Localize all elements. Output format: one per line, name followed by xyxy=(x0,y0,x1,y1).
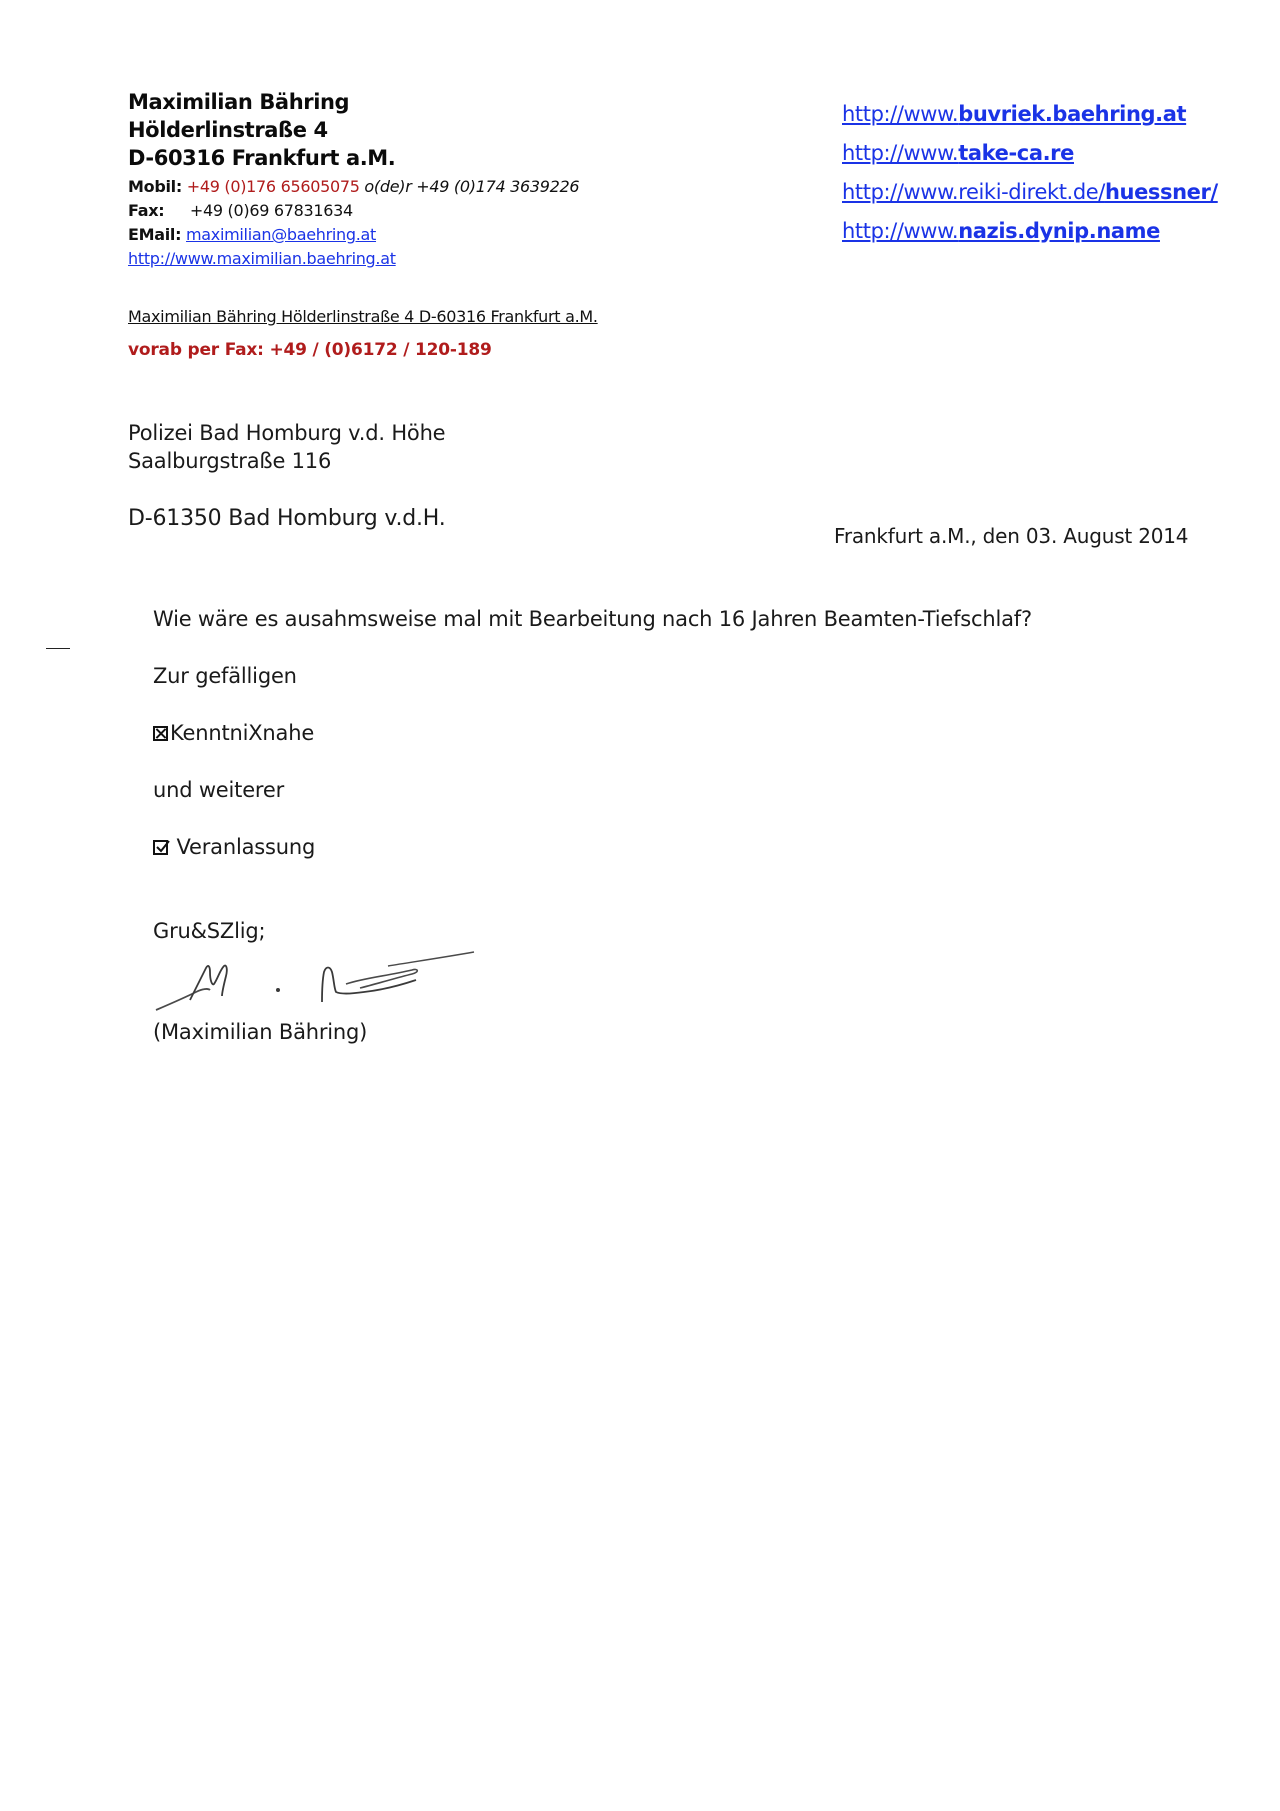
link-prefix: http://www. xyxy=(842,102,959,126)
sender-city: D-60316 Frankfurt a.M. xyxy=(128,146,396,170)
recipient-line-1: Polizei Bad Homburg v.d. Höhe xyxy=(128,421,446,445)
sender-name: Maximilian Bähring xyxy=(128,90,350,114)
email-link[interactable]: maximilian@baehring.at xyxy=(186,225,377,244)
mobile-label: Mobil: xyxy=(128,177,182,196)
fax-notice xyxy=(128,340,492,360)
external-link[interactable] xyxy=(842,141,1074,165)
option-1-label: KenntniXnahe xyxy=(170,721,315,745)
external-link[interactable] xyxy=(842,102,1186,126)
greeting: Gru&SZlig; xyxy=(153,919,266,943)
link-domain: buvriek.baehring.at xyxy=(958,102,1187,126)
link-domain: nazis.dynip.name xyxy=(958,219,1160,243)
option-kenntnisnahme xyxy=(153,721,314,745)
link-prefix: http://www.reiki-direkt.de/ xyxy=(842,180,1105,204)
body-line-gefaellig: Zur gefälligen xyxy=(153,664,297,688)
option-2-label: Veranlassung xyxy=(176,835,316,859)
email-label: EMail: xyxy=(128,225,182,244)
link-path: huessner/ xyxy=(1104,180,1218,204)
fold-mark xyxy=(46,648,70,649)
website-link[interactable]: http://www.maximilian.baehring.at xyxy=(128,249,396,268)
letter-date: Frankfurt a.M., den 03. August 2014 xyxy=(834,524,1189,548)
checkmark-box-icon xyxy=(153,840,168,855)
recipient-line-2: Saalburgstraße 116 xyxy=(128,449,332,473)
sender-street: Hölderlinstraße 4 xyxy=(128,118,328,142)
fax-label: Fax: xyxy=(128,201,165,220)
sender-fax-line xyxy=(128,201,353,220)
body-line-weiterer: und weiterer xyxy=(153,778,285,802)
sender-mobile-line xyxy=(128,177,579,196)
link-prefix: http://www. xyxy=(842,219,959,243)
sender-website-line xyxy=(128,249,396,268)
mobile-or: o(de)r xyxy=(364,177,412,196)
sender-email-line xyxy=(128,225,376,244)
body-question: Wie wäre es ausahmsweise mal mit Bearbeitung nach 16 Jahren Beamten-Tiefschlaf? xyxy=(153,607,1032,631)
checked-box-icon xyxy=(153,726,168,741)
return-address: Maximilian Bähring Hölderlinstraße 4 D-60316 Frankfurt a.M. xyxy=(128,307,598,326)
fax-notice-number: +49 / (0)6172 / 120-189 xyxy=(269,340,492,360)
link-prefix: http://www. xyxy=(842,141,959,165)
fax-notice-label: vorab per Fax: xyxy=(128,340,264,360)
mobile-number-1: +49 (0)176 65605075 xyxy=(186,177,360,196)
option-veranlassung xyxy=(153,835,315,859)
link-domain: take-ca.re xyxy=(958,141,1074,165)
handwritten-signature xyxy=(150,948,490,1020)
recipient-city: D-61350 Bad Homburg v.d.H. xyxy=(128,506,446,531)
signature-name: (Maximilian Bähring) xyxy=(153,1020,368,1044)
external-link[interactable] xyxy=(842,180,1218,204)
fax-number: +49 (0)69 67831634 xyxy=(189,201,353,220)
external-link[interactable] xyxy=(842,219,1160,243)
mobile-number-2: +49 (0)174 3639226 xyxy=(416,177,580,196)
